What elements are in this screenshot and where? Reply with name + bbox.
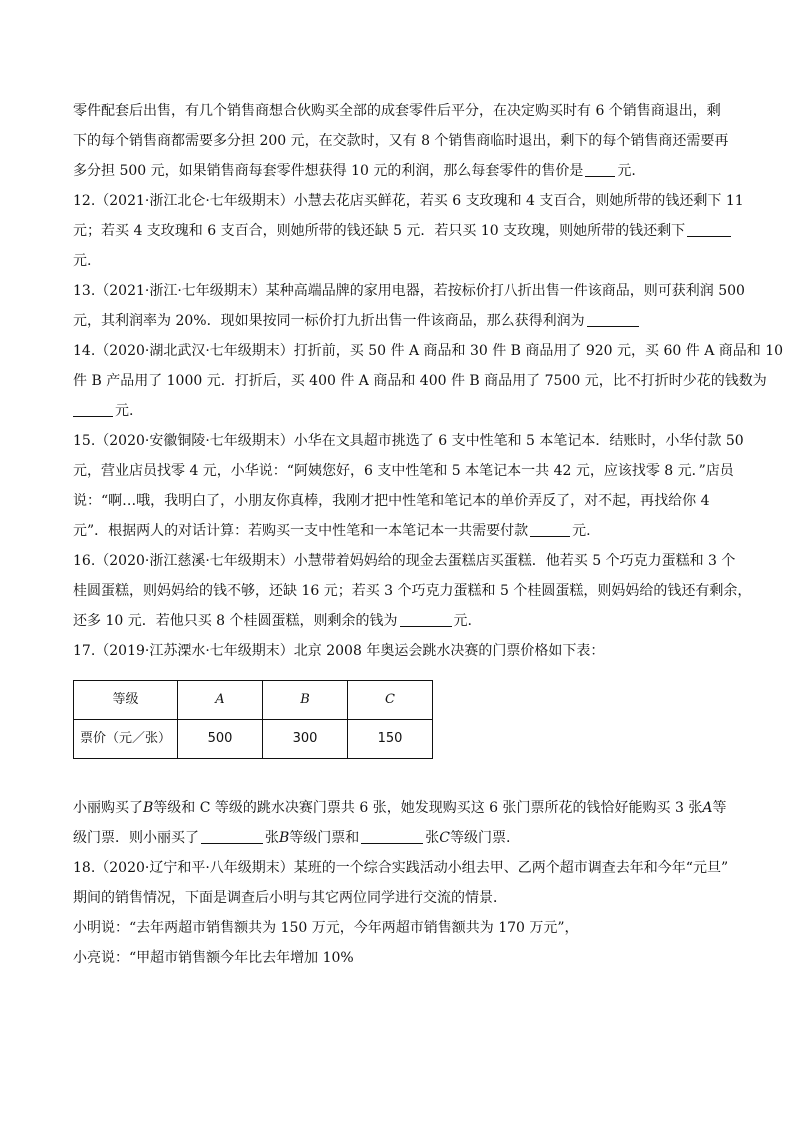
text-line: 元.: [73, 253, 92, 269]
table-cell: 150: [348, 720, 433, 759]
answer-blank: [361, 829, 423, 844]
problem-12: [73, 186, 744, 276]
table-header-cell: C: [348, 681, 433, 720]
text-line: 17.（2019·江苏溧水·七年级期末）北京 2008 年奥运会跳水决赛的门票价格如下表：: [73, 643, 605, 659]
text-line: 期间的销售情况，下面是调查后小明与其它两位同学进行交流的情景．: [73, 890, 507, 906]
table-row: [74, 720, 433, 759]
answer-blank: [400, 612, 452, 627]
text-line: 还多 10 元．若他只买 8 个桂圆蛋糕，则剩余的钱为 元.: [73, 613, 472, 629]
table-row: [74, 681, 433, 720]
text-line: 元，营业店员找零 4 元，小华说：“阿姨您好，6 支中性笔和 5 本笔记本一共 42 元，应该找零 8 元．”店员: [73, 463, 734, 479]
text-line: 13.（2021·浙江·七年级期末）某种高端品牌的家用电器，若按标价打八折出售一件该商品，则可获利润 500: [73, 283, 745, 299]
text-line: 桂圆蛋糕，则妈妈给的钱不够，还缺 16 元；若买 3 个巧克力蛋糕和 5 个桂圆蛋糕，则妈妈给的钱还有剩余，: [73, 583, 752, 599]
text-line: 元”．根据两人的对话计算：若购买一支中性笔和一本笔记本一共需要付款 元.: [73, 523, 591, 539]
table-header-cell: B: [263, 681, 348, 720]
table-cell: 票价（元／张）: [74, 720, 178, 759]
problem-11-continued: [73, 96, 729, 186]
text-line: 小明说：“去年两超市销售额共为 150 万元，今年两超市销售额共为 170 万元”，: [73, 920, 579, 936]
answer-blank: [585, 162, 615, 177]
problem-14: [73, 336, 784, 426]
text-line: 16.（2020·浙江慈溪·七年级期末）小慧带着妈妈给的现金去蛋糕店买蛋糕．他若买 5 个巧克力蛋糕和 3 个: [73, 553, 736, 569]
problem-17: [73, 636, 727, 853]
text-line: 级门票．则小丽买了 张B等级门票和 张C等级门票.: [73, 830, 511, 846]
text-line: 小丽购买了B等级和 C 等级的跳水决赛门票共 6 张，她发现购买这 6 张门票所花的钱恰好能购买 3 张A等: [73, 800, 727, 816]
problem-13: [73, 276, 745, 336]
text-line: 说：“啊…哦，我明白了，小朋友你真棒，我刚才把中性笔和笔记本的单价弄反了，对不起，再找给你 4: [73, 493, 710, 509]
answer-blank: [687, 222, 731, 237]
table-cell: 500: [178, 720, 263, 759]
text-line: 18.（2020·辽宁和平·八年级期末）某班的一个综合实践活动小组去甲、乙两个超市调查去年和今年“元旦”: [73, 860, 729, 876]
text-line: 小亮说：“甲超市销售额今年比去年增加 10%: [73, 950, 354, 966]
text-line: 元；若买 4 支玫瑰和 6 支百合，则她所带的钱还缺 5 元．若只买 10 支玫瑰，则她所带的钱还剩下: [73, 216, 723, 246]
text-line: 元.: [73, 396, 723, 426]
text-line: 15.（2020·安徽铜陵·七年级期末）小华在文具超市挑选了 6 支中性笔和 5 本笔记本．结账时，小华付款 50: [73, 433, 744, 449]
exercise-content: [73, 96, 784, 973]
answer-blank: [587, 312, 639, 327]
text-line: 多分担 500 元，如果销售商每套零件想获得 10 元的利润，那么每套零件的售价是 元.: [73, 163, 636, 179]
problem-15: [73, 426, 744, 546]
text-line: 下的每个销售商都需要多分担 200 元，在交款时，又有 8 个销售商临时退出，剩下的每个销售商还需要再: [73, 133, 729, 149]
table-cell: 300: [263, 720, 348, 759]
answer-blank: [530, 522, 570, 537]
table-header-cell: 等级: [74, 681, 178, 720]
answer-blank: [73, 402, 113, 417]
table-header-cell: A: [178, 681, 263, 720]
text-line: 14.（2020·湖北武汉·七年级期末）打折前，买 50 件 A 商品和 30 件 B 商品用了 920 元，买 60 件 A 商品和 10: [73, 343, 784, 359]
problem-16: [73, 546, 752, 636]
answer-blank: [201, 829, 263, 844]
text-line: 12.（2021·浙江北仑·七年级期末）小慧去花店买鲜花，若买 6 支玫瑰和 4 支百合，则她所带的钱还剩下 11: [73, 193, 744, 209]
text-line: 零件配套后出售，有几个销售商想合伙购买全部的成套零件后平分，在决定购买时有 6 个销售商退出，剩: [73, 103, 721, 119]
text-line: 元，其利润率为 20%．现如果按同一标价打九折出售一件该商品，那么获得利润为: [73, 306, 723, 336]
problem-18: [73, 853, 729, 973]
text-line: 件 B 产品用了 1000 元．打折后，买 400 件 A 商品和 400 件 B 商品用了 7500 元，比不打折时少花的钱数为: [73, 373, 767, 389]
ticket-price-table: [73, 680, 433, 759]
